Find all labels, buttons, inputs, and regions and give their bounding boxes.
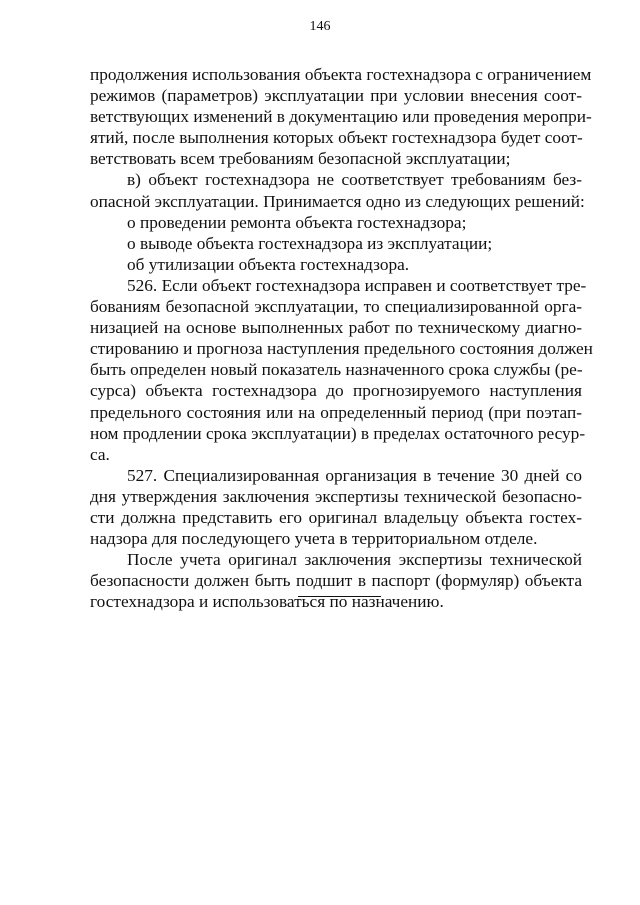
- page-number: 146: [309, 19, 331, 34]
- document-body: [90, 64, 593, 612]
- text-line: дня утверждения заключения экспертизы технической безопасно-: [90, 486, 582, 506]
- text-line: са.: [90, 444, 110, 464]
- text-line: 527. Специализированная организация в течение 30 дней со: [127, 465, 582, 485]
- text-line: сти должна представить его оригинал владельцу объекта гостех-: [90, 507, 582, 527]
- text-line: режимов (параметров) эксплуатации при условии внесения соот-: [90, 86, 582, 106]
- text-line: о проведении ремонта объекта гостехнадзора;: [127, 212, 467, 232]
- end-separator-line: [298, 596, 381, 597]
- text-line: опасной эксплуатации. Принимается одно из следующих решений:: [90, 191, 585, 211]
- text-line: сурса) объекта гостехнадзора до прогнозируемого наступления: [90, 381, 582, 401]
- text-line: ветствовать всем требованиям безопасной эксплуатации;: [90, 149, 511, 169]
- text-line: гостехнадзора и использоваться по назначению.: [90, 592, 444, 612]
- text-line: ятий, после выполнения которых объект гостехнадзора будет соот-: [90, 128, 583, 148]
- text-line: 526. Если объект гостехнадзора исправен и соответствует тре-: [127, 275, 587, 295]
- text-line: быть определен новый показатель назначенного срока службы (ре-: [90, 360, 583, 380]
- text-line: в) объект гостехнадзора не соответствует требованиям без-: [127, 170, 582, 190]
- text-line: предельного состояния или на определенный период (при поэтап-: [90, 402, 582, 422]
- text-line: ном продлении срока эксплуатации) в пределах остаточного ресур-: [90, 423, 586, 443]
- text-line: ветствующих изменений в документацию или проведения меропри-: [90, 107, 592, 127]
- text-line: надзора для последующего учета в территориальном отделе.: [90, 529, 538, 549]
- text-line: бованиям безопасной эксплуатации, то специализированной орга-: [90, 297, 582, 317]
- text-line: об утилизации объекта гостехнадзора.: [127, 254, 410, 274]
- text-line: После учета оригинал заключения экспертизы технической: [127, 550, 582, 570]
- text-line: продолжения использования объекта гостехнадзора с ограничением: [90, 65, 592, 84]
- text-line: стированию и прогноза наступления предельного состояния должен: [90, 339, 593, 359]
- text-line: безопасности должен быть подшит в паспорт (формуляр) объекта: [90, 571, 582, 591]
- text-line: о выводе объекта гостехнадзора из эксплуатации;: [127, 233, 493, 253]
- text-line: низацией на основе выполненных работ по техническому диагно-: [90, 318, 582, 338]
